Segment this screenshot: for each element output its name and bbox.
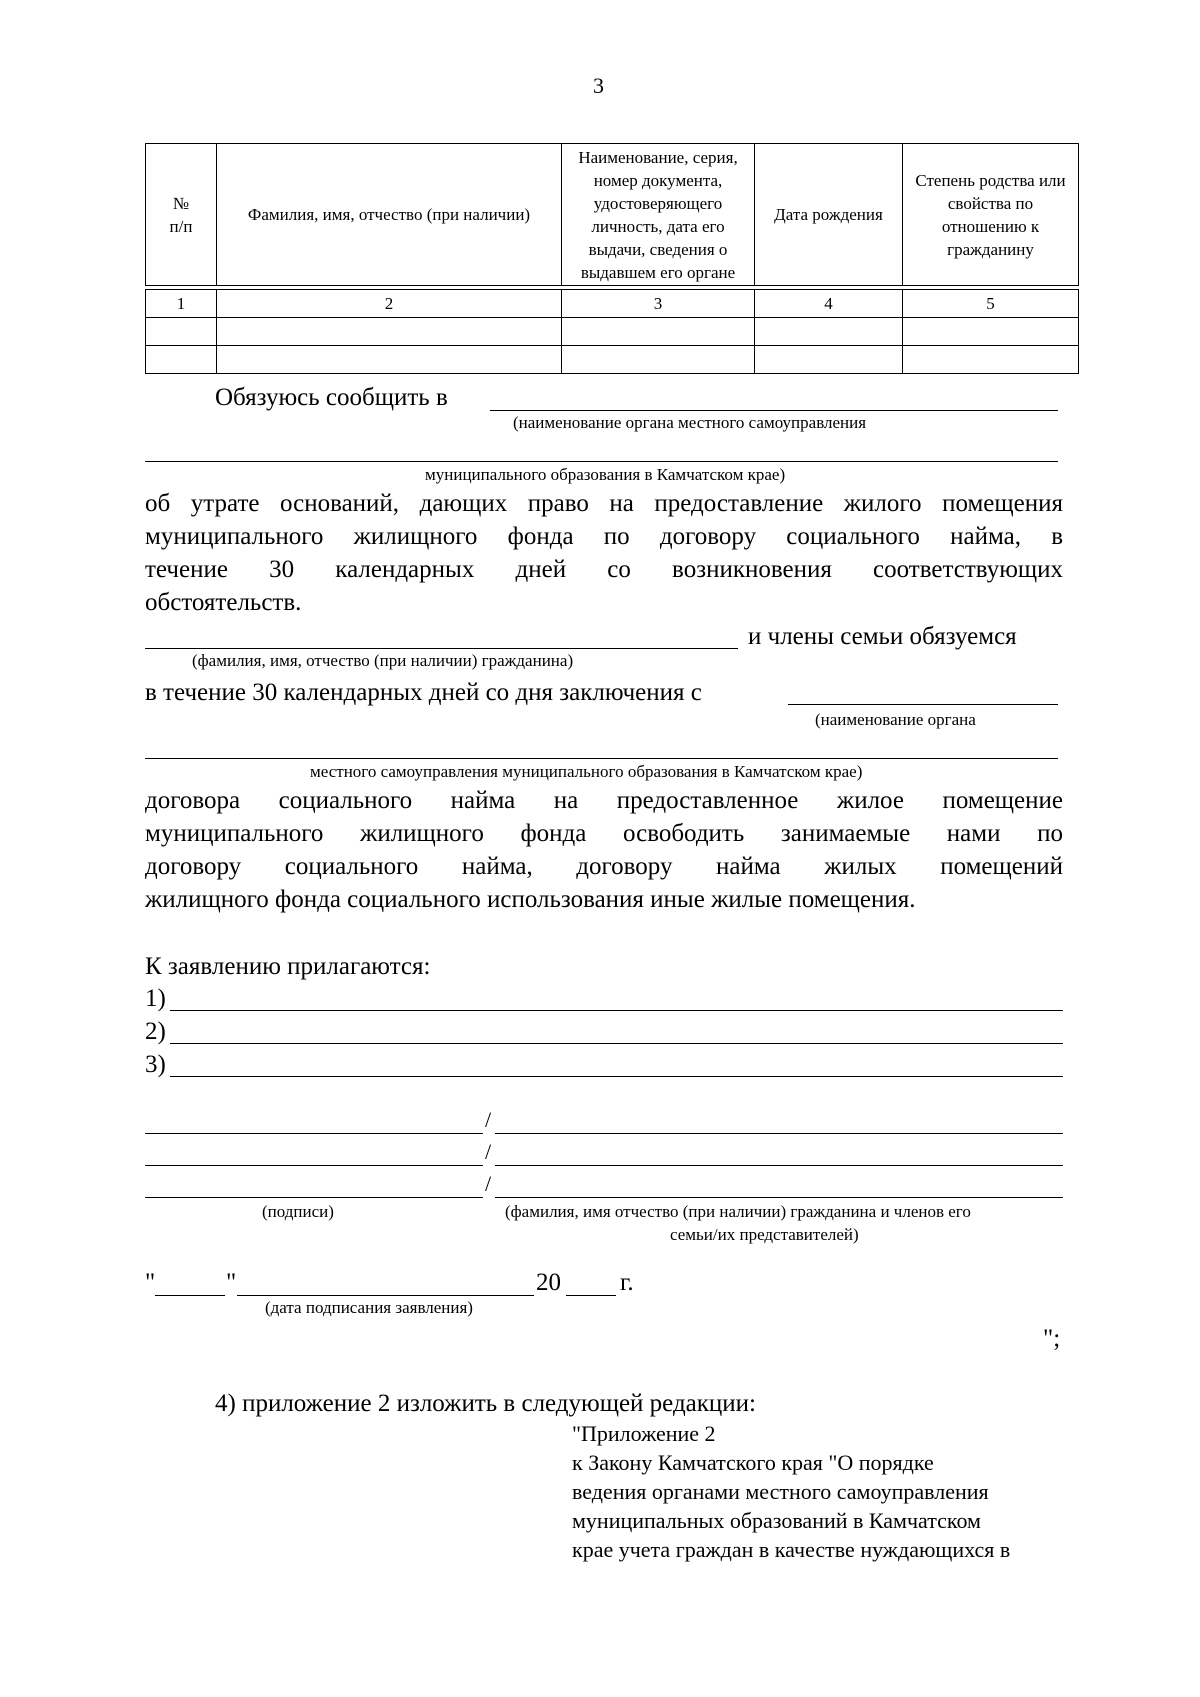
attachment-item-label: 1) [145,985,166,1012]
obligation-lead: Обязуюсь сообщить в [215,384,448,411]
date-year-prefix: 20 [536,1269,561,1296]
table-row[interactable] [146,346,1079,374]
appendix-line: ведения органами местного самоуправления [572,1479,989,1504]
date-day-field[interactable] [155,1295,225,1296]
header-cell: Степень родства или свойства по отношению к гражданину [903,144,1079,286]
header-cell: № п/п [146,144,217,286]
organ-name-field-4[interactable] [145,758,1058,759]
name-field[interactable] [495,1165,1063,1166]
table-header-row [146,144,1079,286]
closing-mark: "; [1043,1325,1061,1352]
date-year-field[interactable] [566,1295,616,1296]
table-row[interactable] [146,318,1079,346]
date-year-suffix: г. [620,1269,634,1296]
header-cell: Фамилия, имя, отчество (при наличии) [217,144,562,286]
name-field[interactable] [495,1197,1063,1198]
header-cell: Наименование, серия, номер документа, удостоверяющего личность, дата его выдачи, сведения о выдавшем его органе [562,144,755,286]
column-number: 1 [146,290,217,318]
obligation-text-line: обстоятельств. [145,589,302,616]
citizen-name-field[interactable] [145,648,738,649]
signature-field[interactable] [145,1133,483,1134]
organ-name-field-3[interactable] [788,704,1058,705]
signatures-hint: (подписи) [262,1202,334,1221]
obligation-text-line: об утрате оснований, дающих право на предоставление жилого помещения [145,490,1063,517]
family-members-table [145,143,1079,374]
names-hint-2: семьи/их представителей) [670,1225,859,1244]
attachment-item-label: 2) [145,1018,166,1045]
attachment-field-1[interactable] [170,1010,1063,1011]
date-quote-close: " [226,1269,237,1296]
obligation-text-line: течение 30 календарных дней со возникновения соответствующих [145,556,1063,583]
header-cell: Дата рождения [755,144,903,286]
names-hint: (фамилия, имя отчество (при наличии) гражданина и членов его [505,1202,971,1221]
obligation-text-line: муниципального жилищного фонда по договору социального найма, в [145,523,1063,550]
appendix-line: к Закону Камчатского края "О порядке [572,1450,934,1475]
attachment-field-3[interactable] [170,1076,1063,1077]
organ-name-field[interactable] [490,410,1058,411]
attachment-field-2[interactable] [170,1043,1063,1044]
page-number: 3 [593,73,604,98]
family-text-line: муниципального жилищного фонда освободить занимаемые нами по [145,820,1063,847]
attachment-item-label: 3) [145,1051,166,1078]
attachments-title: К заявлению прилагаются: [145,953,431,980]
family-text-line: жилищного фонда социального использования иные жилые помещения. [145,886,916,913]
column-number: 3 [562,290,755,318]
date-hint: (дата подписания заявления) [265,1298,473,1317]
organ-name-hint-3: (наименование органа [815,710,976,729]
column-number: 2 [217,290,562,318]
column-number: 4 [755,290,903,318]
citizen-name-hint: (фамилия, имя, отчество (при наличии) гражданина) [192,651,574,670]
date-quote-open: " [145,1269,156,1296]
organ-name-hint: (наименование органа местного самоуправления [513,413,867,432]
appendix-line: "Приложение 2 [572,1421,716,1446]
organ-name-hint-4: местного самоуправления муниципального образования в Камчатском крае) [310,762,863,781]
column-number: 5 [903,290,1079,318]
slash-separator: / [485,1139,492,1164]
family-obligation-tail: и члены семьи обязуемся [748,623,1017,650]
amendment-item-4: 4) приложение 2 изложить в следующей редакции: [215,1390,756,1417]
date-month-field[interactable] [237,1295,534,1296]
slash-separator: / [485,1107,492,1132]
organ-name-field-2[interactable] [145,461,1058,462]
signature-field[interactable] [145,1197,483,1198]
organ-name-hint-2: муниципального образования в Камчатском крае) [425,465,786,484]
family-within-text: в течение 30 календарных дней со дня заключения с [145,679,702,706]
appendix-line: крае учета граждан в качестве нуждающихся в [572,1537,1011,1562]
slash-separator: / [485,1171,492,1196]
signature-field[interactable] [145,1165,483,1166]
family-text-line: договора социального найма на предоставленное жилое помещение [145,787,1063,814]
table-number-row [146,290,1079,318]
appendix-line: муниципальных образований в Камчатском [572,1508,981,1533]
family-text-line: договору социального найма, договору найма жилых помещений [145,853,1063,880]
name-field[interactable] [495,1133,1063,1134]
